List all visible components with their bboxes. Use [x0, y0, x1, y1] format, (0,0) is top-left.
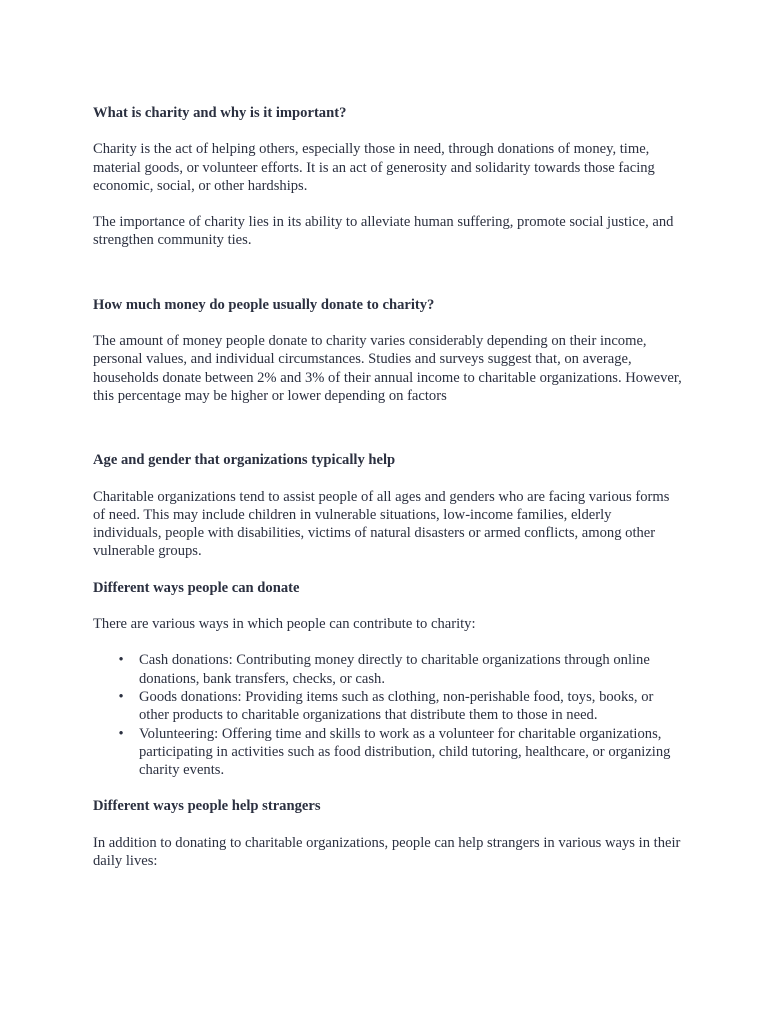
document-page — [93, 104, 683, 870]
paragraph: In addition to donating to charitable organizations, people can help strangers in various ways in their daily lives: — [93, 834, 681, 870]
paragraph: Charitable organizations tend to assist people of all ages and genders who are facing various forms of need. This may include children in vulnerable situations, low-income families, elderly individuals, people with disabilities, victims of natural disasters or armed conflicts, among other vulnerable groups. — [93, 488, 670, 560]
list-item — [93, 651, 683, 688]
paragraph: Charity is the act of helping others, especially those in need, through donations of money, time, material goods, or volunteer efforts. It is an act of generosity and solidarity towards those facing economic, social, or other hardships. — [93, 141, 655, 194]
section-heading: Different ways people help strangers — [93, 798, 321, 815]
section-heading: What is charity and why is it important? — [93, 105, 347, 121]
list-item — [93, 725, 683, 780]
section-heading: Age and gender that organizations typically help — [93, 452, 396, 469]
section-heading: Different ways people can donate — [93, 579, 300, 596]
bullet-icon: • — [118, 652, 124, 669]
list-item — [93, 688, 683, 725]
list-item-text: Volunteering: Offering time and skills to work as a volunteer for charitable organizations, participating in activities such as food distribution, child tutoring, healthcare, or organizing charity events. — [139, 725, 671, 779]
bullet-icon: • — [118, 725, 124, 742]
paragraph: The importance of charity lies in its ability to alleviate human suffering, promote social justice, and strengthen community ties. — [93, 214, 674, 249]
donation-ways-list — [93, 651, 683, 779]
section-heading: How much money do people usually donate to charity? — [93, 296, 435, 313]
list-item-text: Goods donations: Providing items such as clothing, non-perishable food, toys, books, or other products to charitable organizations that distribute them to those in need. — [139, 688, 654, 724]
paragraph: The amount of money people donate to charity varies considerably depending on their income, personal values, and individual circumstances. Studies and surveys suggest that, on average, households donate between 2% and 3% of their annual income to charitable organizations. However, this percentage may be higher or lower depending on factors — [93, 333, 682, 404]
list-item-text: Cash donations: Contributing money directly to charitable organizations through online donations, bank transfers, checks, or cash. — [139, 652, 650, 687]
bullet-icon: • — [118, 688, 124, 705]
paragraph: There are various ways in which people can contribute to charity: — [93, 616, 476, 633]
